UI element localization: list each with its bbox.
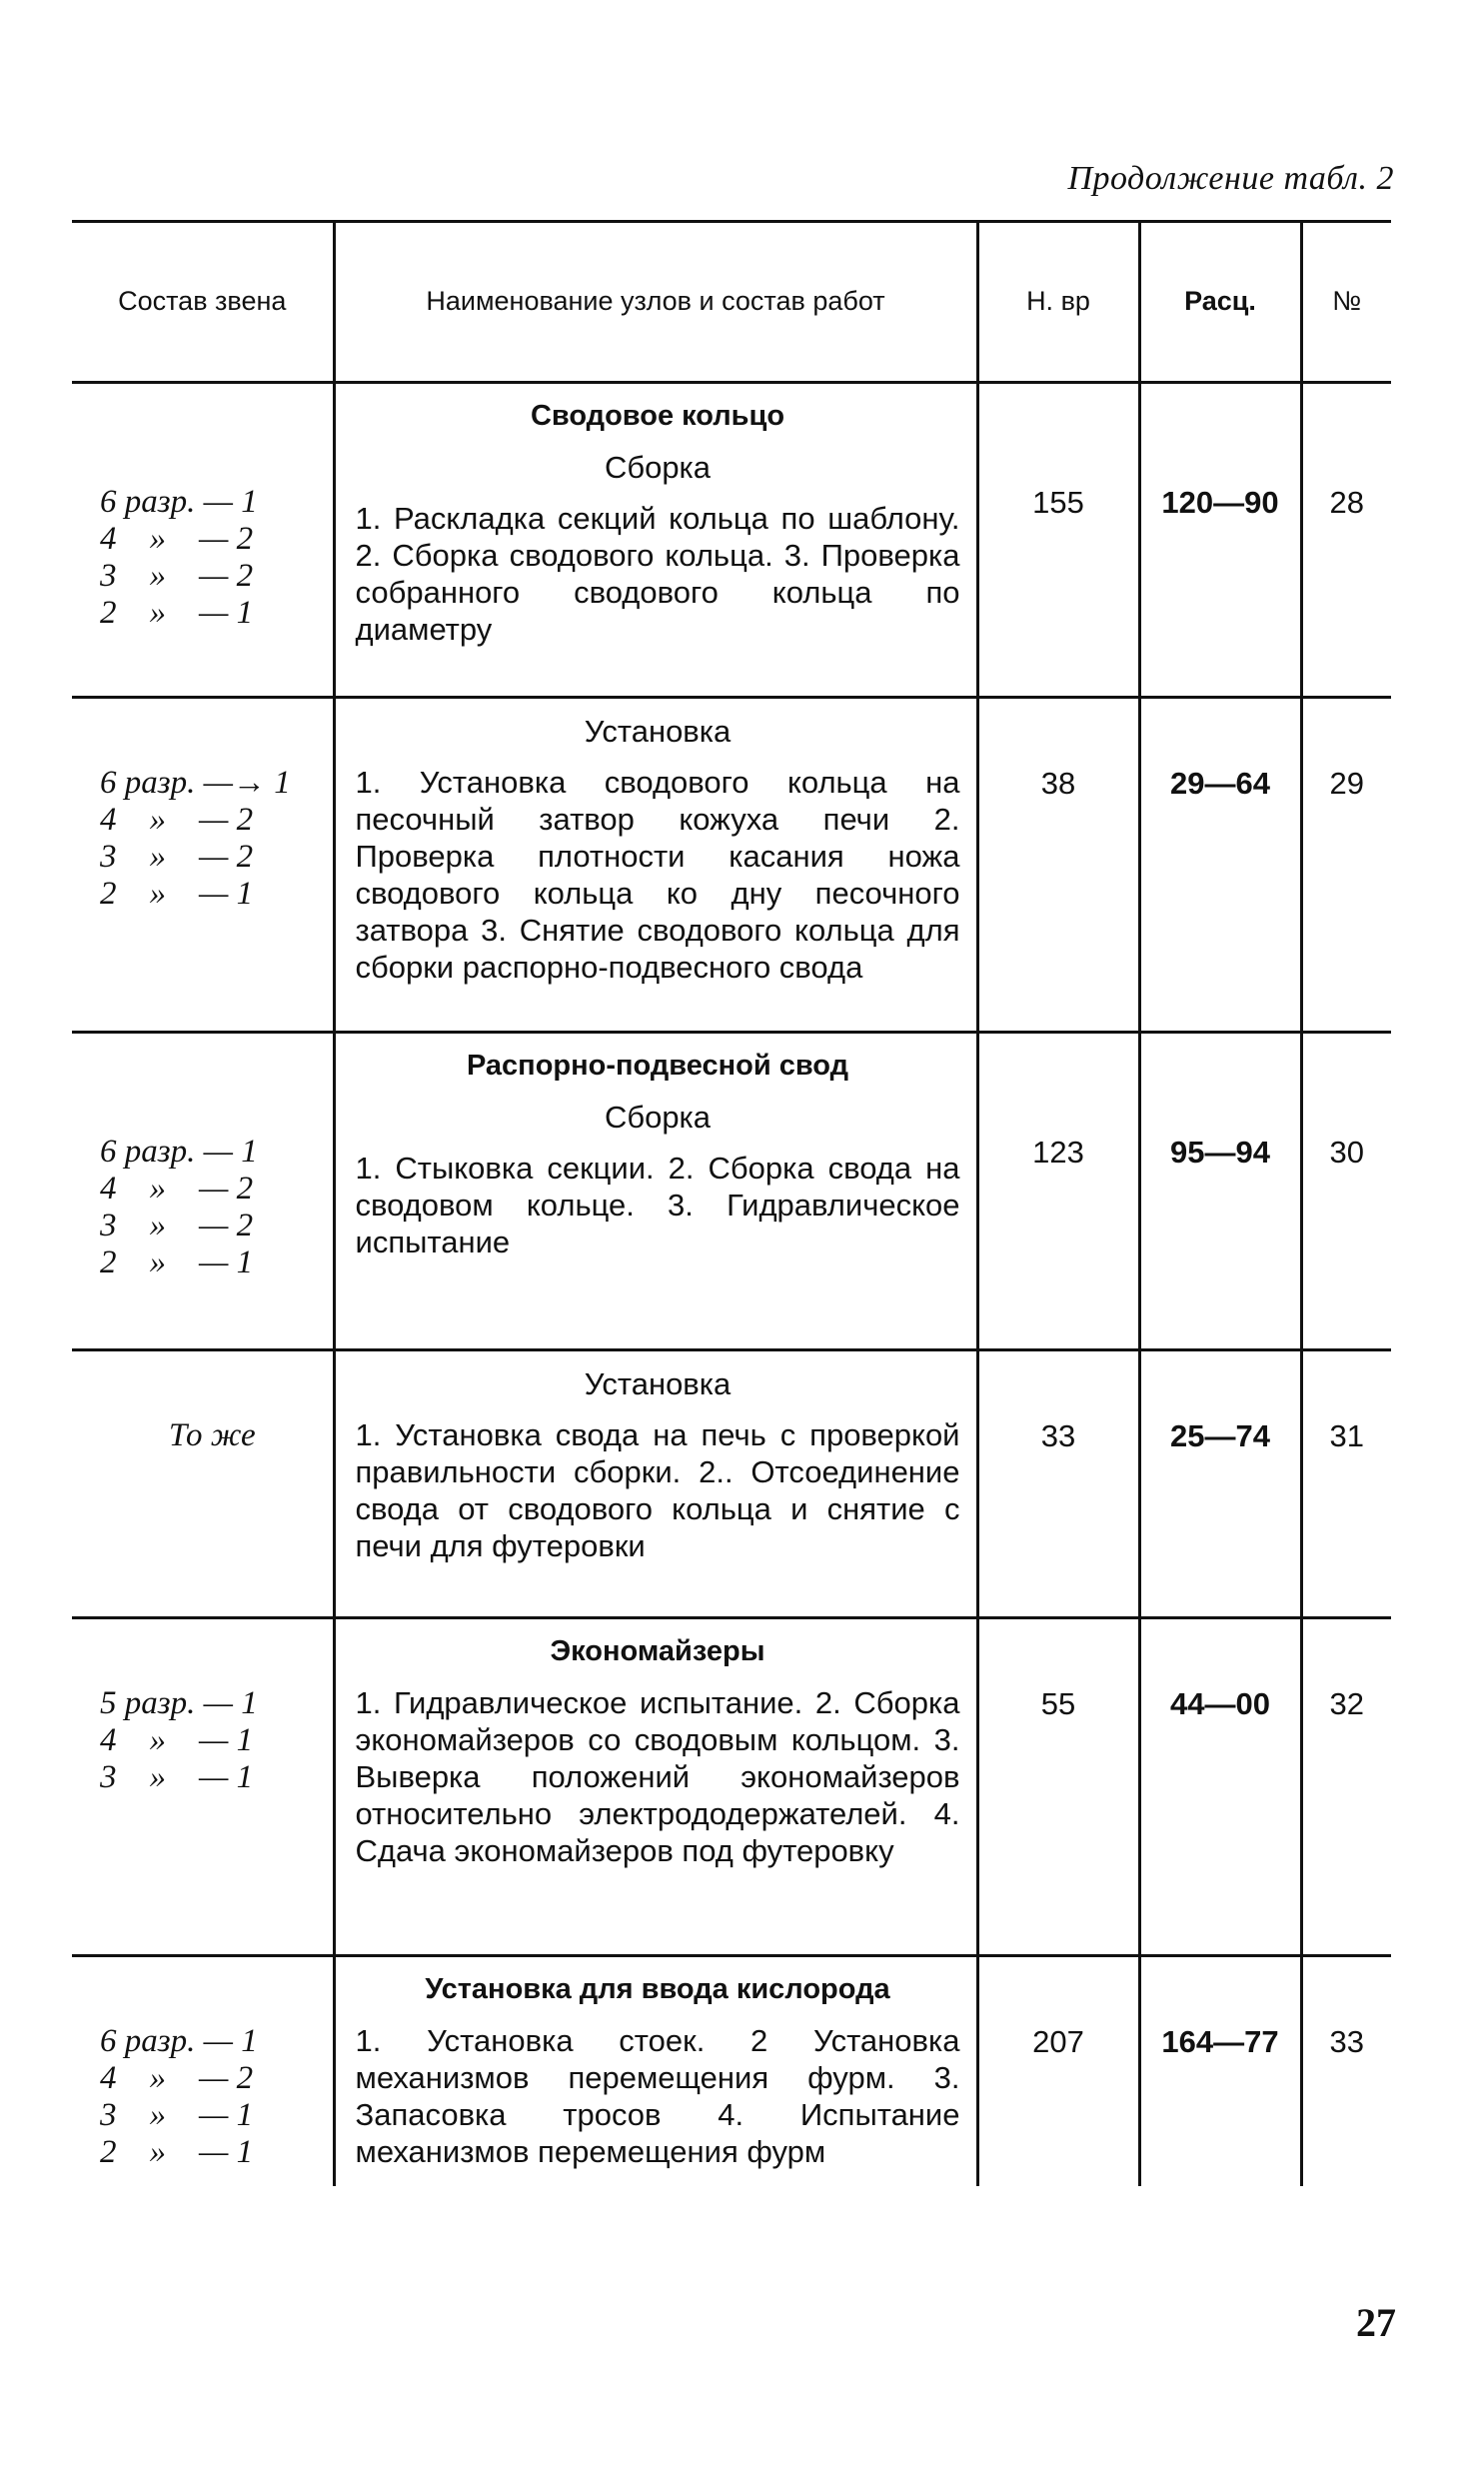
rate-cell bbox=[1139, 1956, 1301, 2186]
work-description: 1. Установка сводового кольца на песочный затвор кожуха печи 2. Проверка плотности касания ножа сводового кольца ко дну песочного затвора 3. Снятие сводового кольца для сборки распорно-подвесного свода bbox=[355, 765, 960, 985]
crew-same-as-above: То же bbox=[168, 1417, 256, 1453]
crew-cell bbox=[72, 1618, 334, 1956]
crew-grade-line: 3 » — 1 bbox=[100, 2097, 254, 2133]
crew-grade-line: 3 » — 1 bbox=[100, 1759, 254, 1795]
norm-time-value: 155 bbox=[1032, 485, 1084, 520]
column-header-crew: Состав звена bbox=[72, 222, 334, 383]
table-row bbox=[72, 698, 1391, 1033]
crew-grade-line: 2 » — 1 bbox=[100, 595, 254, 631]
section-group-title: Сводовое кольцо bbox=[530, 400, 785, 432]
section-group-title: Установка для ввода кислорода bbox=[425, 1973, 890, 2005]
rate-cell bbox=[1139, 383, 1301, 698]
crew-grade-line: 3 » — 2 bbox=[100, 558, 254, 594]
crew-cell bbox=[72, 1033, 334, 1350]
item-number-cell bbox=[1301, 1350, 1391, 1618]
section-subtitle: Сборка bbox=[604, 450, 712, 485]
item-number-value: 33 bbox=[1329, 2024, 1364, 2059]
item-number-value: 28 bbox=[1329, 485, 1364, 520]
table-row bbox=[72, 1350, 1391, 1618]
table-continuation-caption: Продолжение табл. 2 bbox=[1067, 160, 1394, 197]
rate-cell bbox=[1139, 1033, 1301, 1350]
item-number-value: 32 bbox=[1329, 1686, 1364, 1721]
rate-value: 164—77 bbox=[1161, 2024, 1279, 2059]
crew-grade-line: 6 разр. — 1 bbox=[100, 484, 258, 520]
section-subtitle: Установка bbox=[584, 1366, 732, 1401]
rate-value: 44—00 bbox=[1170, 1686, 1270, 1721]
rate-value: 120—90 bbox=[1161, 485, 1279, 520]
crew-grade-line: 2 » — 1 bbox=[100, 2134, 254, 2170]
crew-cell bbox=[72, 383, 334, 698]
crew-cell bbox=[72, 1350, 334, 1618]
section-subtitle: Сборка bbox=[604, 1100, 712, 1135]
work-description: 1. Гидравлическое испытание. 2. Сборка экономайзеров со сводовым кольцом. 3. Выверка положений экономайзеров относительно электрододержателей. 4. Сдача экономайзеров под футеровку bbox=[355, 1685, 960, 1868]
work-description-cell bbox=[334, 1618, 977, 1956]
crew-grade-line: 3 » — 2 bbox=[100, 1208, 254, 1243]
work-description-cell bbox=[334, 1350, 977, 1618]
work-description: 1. Установка стоек. 2 Установка механизмов перемещения фурм. 3. Запасовка тросов 4. Испытание механизмов перемещения фурм bbox=[355, 2023, 960, 2169]
norm-time-value: 123 bbox=[1032, 1135, 1084, 1170]
crew-grade-line: 4 » — 2 bbox=[100, 521, 254, 557]
crew-cell bbox=[72, 1956, 334, 2186]
item-number-cell bbox=[1301, 1956, 1391, 2186]
rate-cell bbox=[1139, 1350, 1301, 1618]
table-row bbox=[72, 383, 1391, 698]
crew-grade-line: 4 » — 2 bbox=[100, 2060, 254, 2096]
rate-value: 25—74 bbox=[1170, 1418, 1270, 1453]
work-description-cell bbox=[334, 1956, 977, 2186]
work-norms-table bbox=[72, 220, 1391, 2186]
norm-time-cell bbox=[977, 383, 1139, 698]
table-row bbox=[72, 1956, 1391, 2186]
crew-grade-line: 6 разр. — 1 bbox=[100, 1134, 258, 1170]
item-number-value: 29 bbox=[1329, 766, 1364, 801]
work-description: 1. Раскладка секций кольца по шаблону. 2. Сборка сводового кольца. 3. Проверка собранного сводового кольца по диаметру bbox=[355, 501, 960, 647]
crew-grade-line: 4 » — 2 bbox=[100, 802, 254, 838]
norm-time-cell bbox=[977, 698, 1139, 1033]
table-row bbox=[72, 1618, 1391, 1956]
work-description-cell bbox=[334, 1033, 977, 1350]
crew-grade-line: 4 » — 1 bbox=[100, 1722, 254, 1758]
rate-cell bbox=[1139, 1618, 1301, 1956]
item-number-cell bbox=[1301, 1033, 1391, 1350]
rate-cell bbox=[1139, 698, 1301, 1033]
section-group-title: Экономайзеры bbox=[550, 1635, 765, 1667]
section-group-title: Распорно-подвесной свод bbox=[466, 1050, 849, 1082]
norm-time-value: 207 bbox=[1032, 2024, 1084, 2059]
crew-grade-line: 2 » — 1 bbox=[100, 1244, 254, 1280]
column-header-norm: Н. вр bbox=[977, 222, 1139, 383]
work-description: 1. Стыковка секции. 2. Сборка свода на сводовом кольце. 3. Гидравлическое испытание bbox=[355, 1151, 960, 1259]
crew-grade-line: 2 » — 1 bbox=[100, 876, 254, 912]
norm-time-value: 38 bbox=[1040, 766, 1076, 801]
crew-grade-line: 3 » — 2 bbox=[100, 839, 254, 875]
item-number-cell bbox=[1301, 1618, 1391, 1956]
table-header-row bbox=[72, 222, 1391, 383]
norm-time-value: 55 bbox=[1040, 1686, 1076, 1721]
page-number: 27 bbox=[1356, 2300, 1396, 2345]
item-number-value: 30 bbox=[1329, 1135, 1364, 1170]
table-row bbox=[72, 1033, 1391, 1350]
item-number-value: 31 bbox=[1329, 1418, 1364, 1453]
column-header-number: № bbox=[1301, 222, 1391, 383]
item-number-cell bbox=[1301, 383, 1391, 698]
norm-time-cell bbox=[977, 1033, 1139, 1350]
norm-time-cell bbox=[977, 1618, 1139, 1956]
item-number-cell bbox=[1301, 698, 1391, 1033]
crew-grade-line: 6 разр. — 1 bbox=[100, 2023, 258, 2059]
work-description-cell bbox=[334, 698, 977, 1033]
column-header-work: Наименование узлов и состав работ bbox=[334, 222, 977, 383]
rate-value: 29—64 bbox=[1170, 766, 1270, 801]
norm-time-value: 33 bbox=[1040, 1418, 1076, 1453]
crew-grade-line: 6 разр. —→ 1 bbox=[100, 765, 291, 801]
section-subtitle: Установка bbox=[584, 714, 732, 749]
crew-cell bbox=[72, 698, 334, 1033]
norm-time-cell bbox=[977, 1350, 1139, 1618]
crew-grade-line: 4 » — 2 bbox=[100, 1171, 254, 1207]
rate-value: 95—94 bbox=[1170, 1135, 1270, 1170]
crew-grade-line: 5 разр. — 1 bbox=[100, 1685, 258, 1721]
column-header-rate: Расц. bbox=[1139, 222, 1301, 383]
norm-time-cell bbox=[977, 1956, 1139, 2186]
work-description: 1. Установка свода на печь с проверкой правильности сборки. 2.. Отсоединение свода от сводового кольца и снятие с печи для футеровки bbox=[355, 1417, 960, 1563]
work-description-cell bbox=[334, 383, 977, 698]
